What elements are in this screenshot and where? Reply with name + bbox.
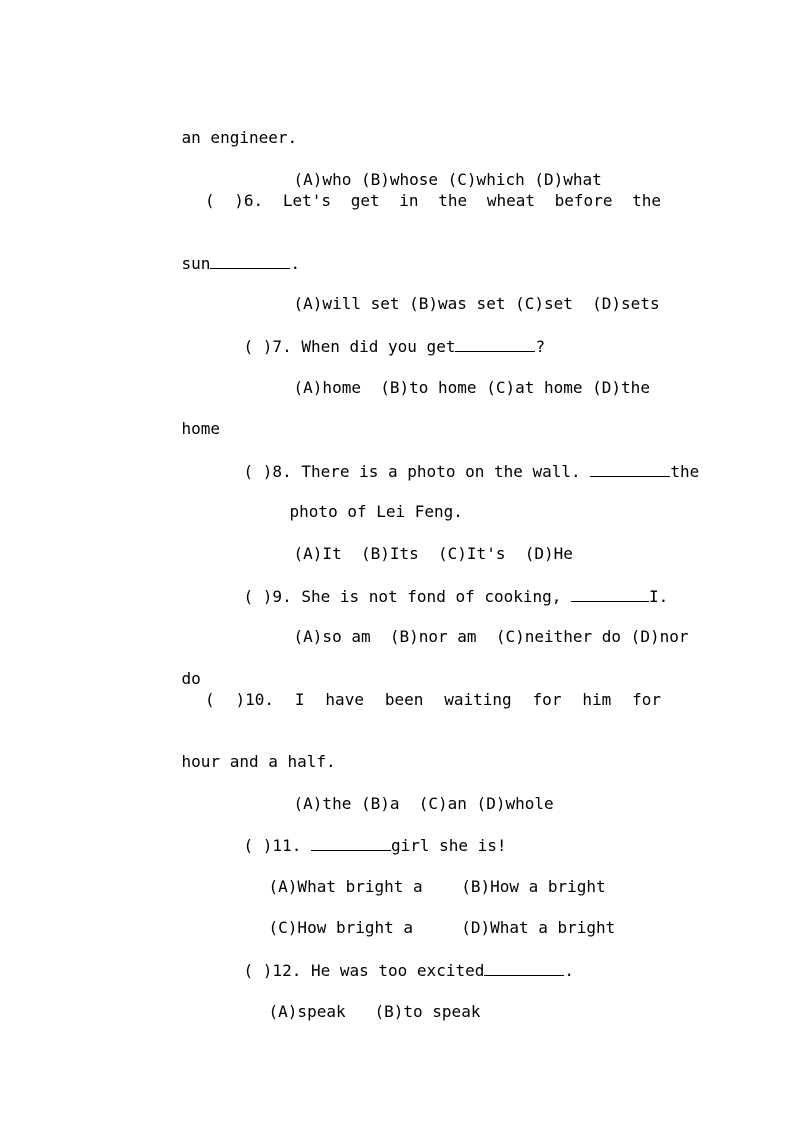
text-run: . bbox=[290, 254, 301, 273]
text-run: (A)home (B)to home (C)at home (D)the bbox=[293, 378, 650, 397]
text-run: sun bbox=[181, 254, 211, 273]
word: for bbox=[532, 690, 562, 709]
text-run: ? bbox=[535, 337, 546, 356]
text-run: (A)who (B)whose (C)which (D)what bbox=[293, 170, 602, 189]
text-run: (A)What bright a (B)How a bright bbox=[268, 877, 606, 896]
word: Let's bbox=[282, 191, 332, 210]
word: in bbox=[399, 191, 419, 210]
text-run: ( )7. When did you get bbox=[243, 337, 456, 356]
text-run: ( )9. She is not fond of cooking, bbox=[243, 587, 572, 606]
text-run: (A)It (B)Its (C)It's (D)He bbox=[293, 544, 573, 563]
q12-options bbox=[230, 982, 481, 1021]
word: the bbox=[438, 191, 468, 210]
word: the bbox=[632, 191, 662, 210]
q10-options bbox=[255, 774, 554, 813]
text-run: the bbox=[670, 462, 700, 481]
word: waiting bbox=[444, 690, 512, 709]
q6-options bbox=[255, 274, 660, 313]
text-run: an engineer. bbox=[181, 128, 298, 147]
q9-options-continuation bbox=[143, 649, 201, 688]
answer-blank bbox=[571, 586, 649, 602]
question-8 bbox=[205, 441, 700, 481]
q9-options bbox=[255, 607, 689, 646]
text-run: (A)so am (B)nor am (C)neither do (D)nor bbox=[293, 627, 689, 646]
q11-options-row-1 bbox=[230, 857, 606, 896]
text-run: (A)speak (B)to speak bbox=[268, 1002, 481, 1021]
q8-options bbox=[255, 524, 573, 563]
q7-options bbox=[255, 358, 650, 397]
question-8-continuation bbox=[251, 482, 463, 521]
word: have bbox=[325, 690, 364, 709]
question-7 bbox=[205, 316, 546, 356]
text-run: hour and a half. bbox=[181, 752, 336, 771]
question-10 bbox=[205, 690, 661, 710]
word: him bbox=[582, 690, 612, 709]
q11-options-row-2 bbox=[230, 898, 616, 937]
answer-blank bbox=[455, 336, 535, 352]
answer-blank bbox=[484, 960, 564, 976]
text-run: I. bbox=[649, 587, 669, 606]
text-run: girl she is! bbox=[390, 836, 507, 855]
word: before bbox=[554, 191, 613, 210]
word: been bbox=[384, 690, 424, 709]
text-run: ( )8. There is a photo on the wall. bbox=[243, 462, 591, 481]
word: get bbox=[350, 191, 380, 210]
question-9 bbox=[205, 566, 669, 606]
question-number: ( )6. bbox=[205, 191, 264, 210]
word: I bbox=[294, 690, 305, 709]
text-run: (A)will set (B)was set (C)set (D)sets bbox=[293, 294, 660, 313]
word: wheat bbox=[486, 191, 535, 210]
text-run: photo of Lei Feng. bbox=[289, 502, 463, 521]
question-6 bbox=[205, 191, 661, 211]
text-run: (C)How bright a (D)What a bright bbox=[268, 918, 616, 937]
question-number: ( )10. bbox=[205, 690, 275, 709]
text-run: do bbox=[181, 669, 201, 688]
answer-blank bbox=[590, 461, 670, 477]
q5-options bbox=[255, 150, 602, 189]
question-11 bbox=[205, 815, 507, 855]
text-run: (A)the (B)a (C)an (D)whole bbox=[293, 794, 554, 813]
text-run: ( )12. He was too excited bbox=[243, 961, 485, 980]
answer-blank bbox=[311, 835, 391, 851]
text-run: ( )11. bbox=[243, 836, 311, 855]
continuation-line-q5 bbox=[143, 108, 298, 147]
q7-options-continuation bbox=[143, 399, 221, 438]
question-10-continuation bbox=[143, 732, 336, 771]
question-6-continuation bbox=[143, 233, 301, 273]
answer-blank bbox=[210, 253, 290, 269]
word: for bbox=[632, 690, 662, 709]
text-run: home bbox=[181, 419, 221, 438]
text-run: . bbox=[564, 961, 574, 980]
question-12 bbox=[205, 940, 574, 980]
